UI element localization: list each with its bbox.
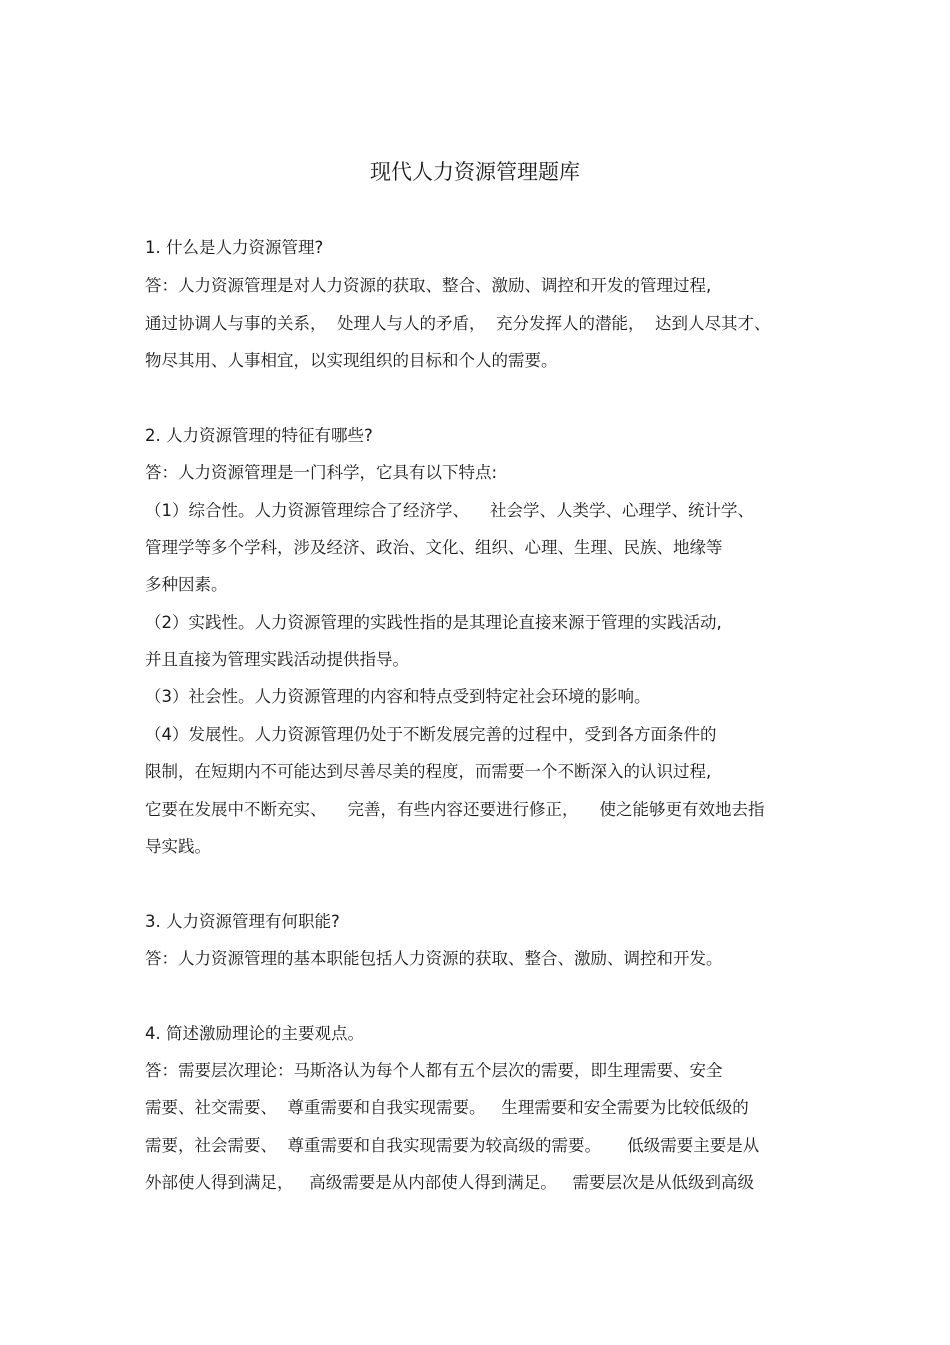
answer-4-line-2: 需要、社交需要、 尊重需要和自我实现需要。 生理需要和安全需要为比较低级的 bbox=[145, 1098, 749, 1117]
answer-2-line-7: （3）社会性。人力资源管理的内容和特点受到特定社会环境的影响。 bbox=[145, 687, 651, 706]
question-2: 2. 人力资源管理的特征有哪些? bbox=[145, 426, 373, 445]
answer-4-line-3: 需要，社会需要、 尊重需要和自我实现需要为较高级的需要。 低级需要主要是从 bbox=[145, 1136, 760, 1155]
answer-2-line-9: 限制，在短期内不可能达到尽善尽美的程度，而需要一个不断深入的认识过程, bbox=[145, 762, 712, 781]
answer-4-line-1: 答：需要层次理论：马斯洛认为每个人都有五个层次的需要，即生理需要、安全 bbox=[145, 1061, 723, 1080]
answer-1-line-1: 答：人力资源管理是对人力资源的获取、整合、激励、调控和开发的管理过程, bbox=[145, 276, 712, 295]
question-3: 3. 人力资源管理有何职能? bbox=[145, 912, 340, 931]
answer-2-line-10: 它要在发展中不断充实、 完善，有些内容还要进行修正， 使之能够更有效地去指 bbox=[145, 800, 765, 819]
question-1: 1. 什么是人力资源管理? bbox=[145, 238, 324, 257]
answer-2-line-3: 管理学等多个学科，涉及经济、政治、文化、组织、心理、生理、民族、地缘等 bbox=[145, 538, 723, 557]
answer-2-line-2: （1）综合性。人力资源管理综合了经济学、 社会学、人类学、心理学、统计学、 bbox=[145, 501, 754, 520]
answer-2-line-11: 导实践。 bbox=[145, 837, 211, 856]
answer-3-line-1: 答：人力资源管理的基本职能包括人力资源的获取、整合、激励、调控和开发。 bbox=[145, 949, 723, 968]
answer-2-line-1: 答：人力资源管理是一门科学，它具有以下特点: bbox=[145, 463, 498, 482]
answer-1-line-3: 物尽其用、人事相宜，以实现组织的目标和个人的需要。 bbox=[145, 351, 558, 370]
answer-1-line-2: 通过协调人与事的关系， 处理人与人的矛盾， 充分发挥人的潜能， 达到人尽其才、 bbox=[145, 314, 771, 333]
answer-2-line-8: （4）发展性。人力资源管理仍处于不断发展完善的过程中，受到各方面条件的 bbox=[145, 725, 717, 744]
answer-2-line-5: （2）实践性。人力资源管理的实践性指的是其理论直接来源于管理的实践活动, bbox=[145, 613, 722, 632]
answer-4-line-4: 外部使人得到满足， 高级需要是从内部使人得到满足。 需要层次是从低级到高级 bbox=[145, 1173, 754, 1192]
answer-2-line-6: 并且直接为管理实践活动提供指导。 bbox=[145, 650, 409, 669]
answer-2-line-4: 多种因素。 bbox=[145, 575, 228, 594]
page-title: 现代人力资源管理题库 bbox=[370, 160, 580, 184]
question-4: 4. 简述激励理论的主要观点。 bbox=[145, 1024, 364, 1043]
